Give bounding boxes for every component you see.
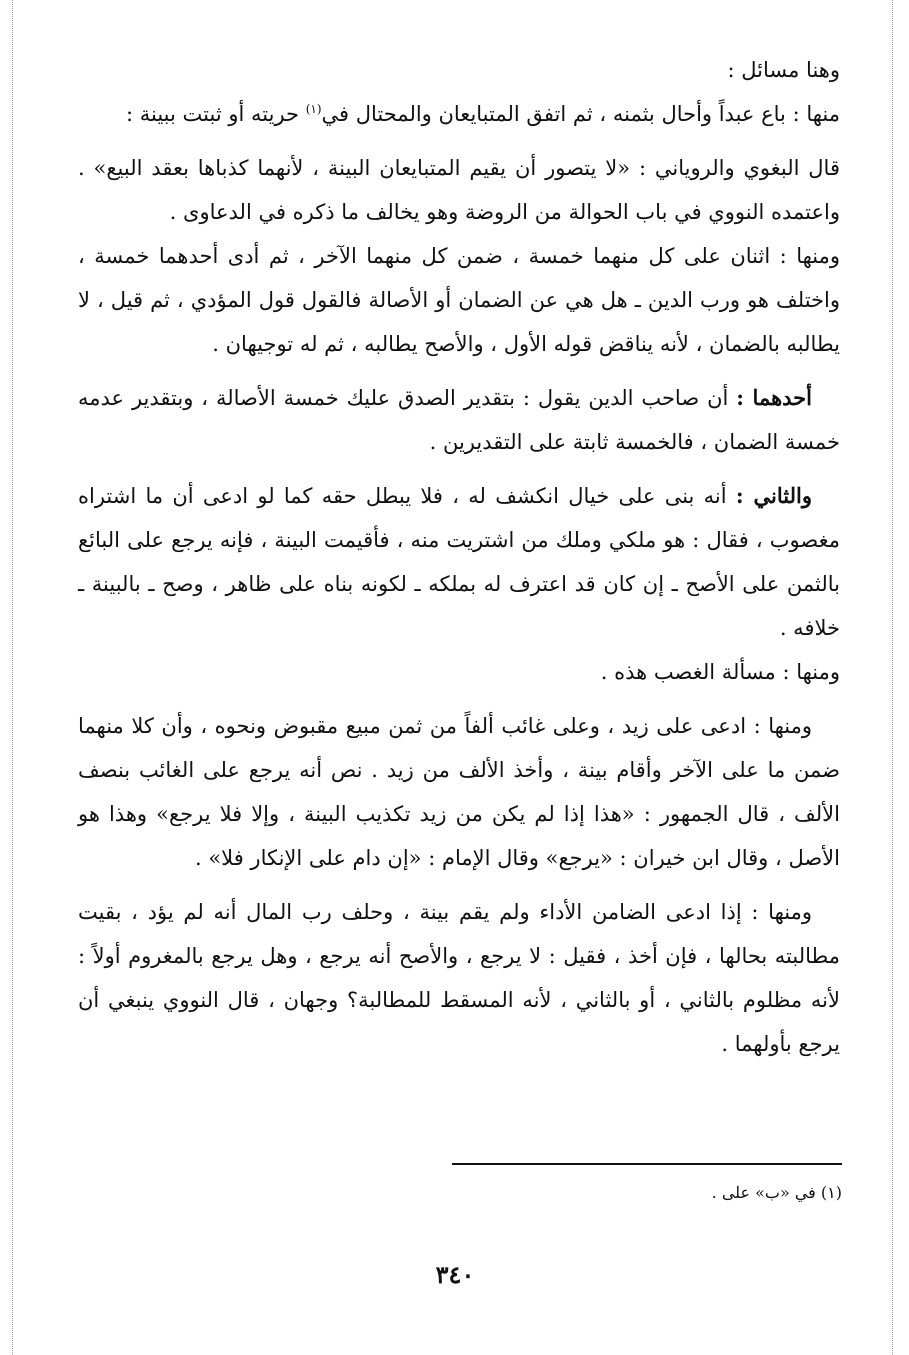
paragraph-1-text-after: حريته أو ثبتت ببينة : — [126, 102, 306, 126]
paragraph-1 — [78, 92, 840, 136]
paragraph-5 — [78, 474, 840, 650]
paragraph-4 — [78, 376, 840, 464]
paragraph-5-lead: والثاني : — [735, 483, 812, 508]
paragraph-1-text: منها : باع عبداً وأحال بثمنه ، ثم اتفق المتبايعان والمحتال في — [321, 102, 840, 126]
right-margin-dotted-line — [892, 0, 893, 1355]
paragraph-5-text: أنه بنى على خيال انكشف له ، فلا يبطل حقه كما لو ادعى أن ما اشتراه مغصوب ، فقال : هو ملكي وملك من اشتريت منه ، فأقيمت البينة ، فإنه يرجع على البائع بالثمن على الأصح ـ إن كان قد اعترف له بملكه ـ لكونه بناه على ظاهر ، وصح ـ بالبينة ـ خلافه . — [78, 484, 840, 640]
paragraph-3: ومنها : اثنان على كل منهما خمسة ، ضمن كل منهما الآخر ، ثم أدى أحدهما خمسة ، واختلف هو ورب الدين ـ هل هي عن الضمان أو الأصالة فالقول قول المؤدي ، ثم قيل ، لا يطالبه بالضمان ، لأنه يناقض قوله الأول ، والأصح يطالبه ، ثم له توجيهان . — [78, 244, 840, 356]
footnote-separator — [452, 1163, 842, 1165]
left-margin-dotted-line — [12, 0, 13, 1355]
intro-line: وهنا مسائل : — [727, 58, 840, 82]
paragraph-4-lead: أحدهما : — [736, 385, 812, 410]
page-number: ٣٤٠ — [435, 1260, 475, 1289]
footnote: (١) في «ب» على . — [711, 1183, 842, 1202]
paragraph-8: ومنها : إذا ادعى الضامن الأداء ولم يقم بينة ، وحلف رب المال أنه لم يؤد ، بقيت مطالبته بحالها ، فإن أخذ ، فقيل : لا يرجع ، والأصح أنه يرجع ، وهل يرجع بالمغروم أولاً : لأنه مظلوم بالثاني ، أو بالثاني ، لأنه المسقط للمطالبة؟ وجهان ، قال النووي ينبغي أن يرجع بأولهما . — [78, 900, 840, 1056]
paragraph-6: ومنها : مسألة الغصب هذه . — [600, 660, 840, 684]
paragraph-2: قال البغوي والروياني : «لا يتصور أن يقيم المتبايعان البينة ، لأنهما كذباها بعقد البيع» . واعتمده النووي في باب الحوالة من الروضة وهو يخالف ما ذكره في الدعاوى . — [78, 156, 840, 224]
main-text — [78, 48, 840, 1066]
footnote-reference: (١) — [305, 102, 322, 116]
paragraph-4-text: أن صاحب الدين يقول : بتقدير الصدق عليك خمسة الأصالة ، وبتقدير عدمه خمسة الضمان ، فالخمسة ثابتة على التقديرين . — [78, 386, 840, 454]
paragraph-7: ومنها : ادعى على زيد ، وعلى غائب ألفاً من ثمن مبيع مقبوض ونحوه ، وأن كلا منهما ضمن ما على الآخر وأقام بينة ، وأخذ الألف من زيد . نص أنه يرجع على الغائب بنصف الألف ، قال الجمهور : «هذا إذا لم يكن من زيد تكذيب البينة ، وإلا فلا يرجع» وهذا هو الأصل ، وقال ابن خيران : «يرجع» وقال الإمام : «إن دام على الإنكار فلا» . — [78, 714, 840, 870]
